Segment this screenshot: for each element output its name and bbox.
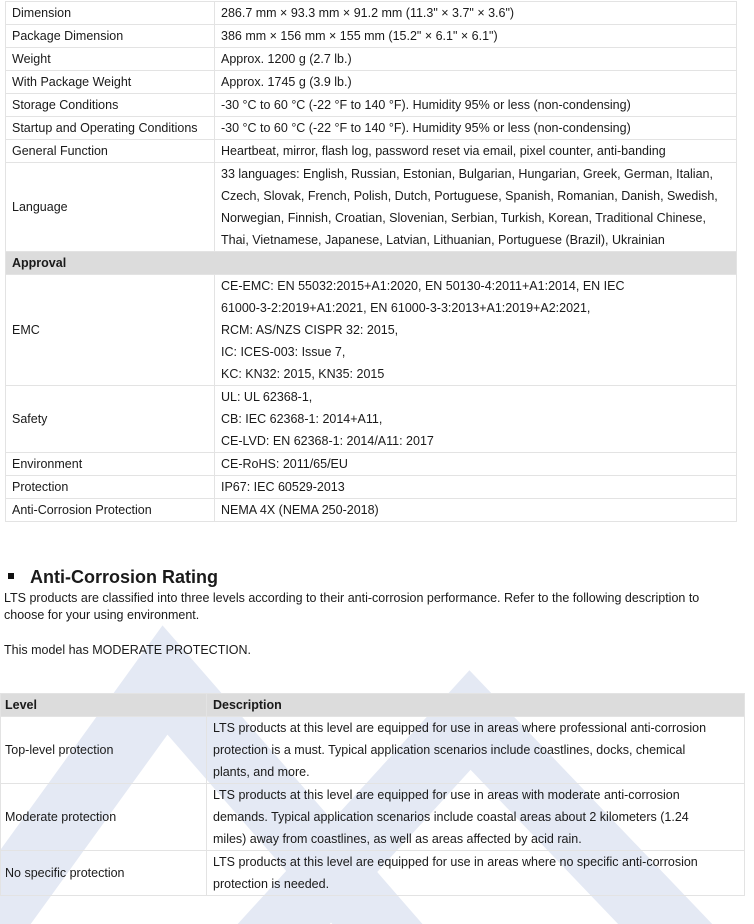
- spec-value-line: Approx. 1745 g (3.9 lb.): [221, 75, 352, 89]
- spec-value: [215, 476, 737, 499]
- level-description: [207, 784, 745, 851]
- spec-value: [215, 2, 737, 25]
- level-row: [1, 717, 745, 784]
- corrosion-level-table: [0, 693, 745, 896]
- section-title: Approval: [6, 252, 737, 275]
- spec-value-line: 386 mm × 156 mm × 155 mm (15.2" × 6.1" × 6.1"): [221, 29, 498, 43]
- spec-label: EMC: [6, 275, 215, 386]
- bullet-icon: [8, 573, 14, 579]
- level-name: No specific protection: [1, 851, 207, 896]
- level-description-line: demands. Typical application scenarios include coastal areas about 2 kilometers (1.24: [213, 810, 689, 824]
- spec-value-line: Thai, Vietnamese, Japanese, Latvian, Lithuanian, Portuguese (Brazil), Ukrainian: [221, 233, 665, 247]
- spec-value: [215, 499, 737, 522]
- spec-table: [5, 1, 737, 522]
- header-description: Description: [207, 694, 745, 717]
- spec-value-line: Approx. 1200 g (2.7 lb.): [221, 52, 352, 66]
- spec-row: [6, 94, 737, 117]
- spec-label: Protection: [6, 476, 215, 499]
- spec-label: Package Dimension: [6, 25, 215, 48]
- spec-label: Safety: [6, 386, 215, 453]
- spec-value: [215, 163, 737, 252]
- intro-paragraph: LTS products are classified into three levels according to their anti-corrosion performance. Refer to the following description to choose for your using environment.: [4, 591, 700, 622]
- spec-row: [6, 453, 737, 476]
- section-row-approval: [6, 252, 737, 275]
- spec-value-line: UL: UL 62368-1,: [221, 390, 313, 404]
- spec-row: [6, 163, 737, 252]
- level-row: [1, 784, 745, 851]
- heading-text: Anti-Corrosion Rating: [30, 567, 218, 587]
- spec-row: [6, 275, 737, 386]
- section-heading: [5, 565, 218, 589]
- spec-label: Environment: [6, 453, 215, 476]
- level-description: [207, 851, 745, 896]
- spec-value-line: Czech, Slovak, French, Polish, Dutch, Portuguese, Spanish, Romanian, Danish, Swedish,: [221, 189, 718, 203]
- spec-value: [215, 94, 737, 117]
- spec-value-line: CE-LVD: EN 62368-1: 2014/A11: 2017: [221, 434, 434, 448]
- spec-value-line: CE-EMC: EN 55032:2015+A1:2020, EN 50130-4:2011+A1:2014, EN IEC: [221, 279, 625, 293]
- spec-label: General Function: [6, 140, 215, 163]
- spec-value-line: -30 °C to 60 °C (-22 °F to 140 °F). Humidity 95% or less (non-condensing): [221, 121, 631, 135]
- spec-value-line: CB: IEC 62368-1: 2014+A11,: [221, 412, 383, 426]
- spec-value: [215, 386, 737, 453]
- model-note: This model has MODERATE PROTECTION.: [4, 643, 252, 657]
- level-description-line: LTS products at this level are equipped for use in areas where professional anti-corrosion: [213, 721, 707, 735]
- spec-row: [6, 476, 737, 499]
- spec-value-line: 61000-3-2:2019+A1:2021, EN 61000-3-3:2013+A1:2019+A2:2021,: [221, 301, 591, 315]
- spec-value: [215, 275, 737, 386]
- level-description-line: LTS products at this level are equipped for use in areas where no specific anti-corrosion: [213, 855, 698, 869]
- spec-value-line: Heartbeat, mirror, flash log, password reset via email, pixel counter, anti-banding: [221, 144, 666, 158]
- table-header-row: [1, 694, 745, 717]
- level-row: [1, 851, 745, 896]
- spec-row: [6, 499, 737, 522]
- spec-value-line: IC: ICES-003: Issue 7,: [221, 345, 346, 359]
- header-level: Level: [1, 694, 207, 717]
- spec-value: [215, 453, 737, 476]
- spec-value-line: CE-RoHS: 2011/65/EU: [221, 457, 348, 471]
- spec-value-line: 33 languages: English, Russian, Estonian, Bulgarian, Hungarian, Greek, German, Italian,: [221, 167, 713, 181]
- spec-value-line: KC: KN32: 2015, KN35: 2015: [221, 367, 385, 381]
- spec-value-line: RCM: AS/NZS CISPR 32: 2015,: [221, 323, 399, 337]
- level-description-line: plants, and more.: [213, 765, 310, 779]
- level-description-line: protection is a must. Typical application scenarios include coastlines, docks, chemical: [213, 743, 686, 757]
- level-name: Moderate protection: [1, 784, 207, 851]
- spec-value-line: Norwegian, Finnish, Croatian, Slovenian, Serbian, Turkish, Korean, Traditional Chinese,: [221, 211, 706, 225]
- spec-value: [215, 48, 737, 71]
- spec-row: [6, 386, 737, 453]
- spec-row: [6, 117, 737, 140]
- spec-row: [6, 140, 737, 163]
- level-description-line: LTS products at this level are equipped for use in areas with moderate anti-corrosion: [213, 788, 680, 802]
- spec-label: Storage Conditions: [6, 94, 215, 117]
- spec-row: [6, 48, 737, 71]
- spec-row: [6, 2, 737, 25]
- spec-value-line: -30 °C to 60 °C (-22 °F to 140 °F). Humidity 95% or less (non-condensing): [221, 98, 631, 112]
- spec-label: Startup and Operating Conditions: [6, 117, 215, 140]
- level-description: [207, 717, 745, 784]
- spec-value-line: NEMA 4X (NEMA 250-2018): [221, 503, 379, 517]
- spec-row: [6, 25, 737, 48]
- spec-row: [6, 71, 737, 94]
- spec-value-line: 286.7 mm × 93.3 mm × 91.2 mm (11.3" × 3.7" × 3.6"): [221, 6, 515, 20]
- spec-label: Language: [6, 163, 215, 252]
- spec-label: Anti-Corrosion Protection: [6, 499, 215, 522]
- level-description-line: protection is needed.: [213, 877, 330, 891]
- level-name: Top-level protection: [1, 717, 207, 784]
- spec-value: [215, 140, 737, 163]
- spec-label: Dimension: [6, 2, 215, 25]
- spec-value-line: IP67: IEC 60529-2013: [221, 480, 345, 494]
- spec-value: [215, 117, 737, 140]
- spec-label: With Package Weight: [6, 71, 215, 94]
- spec-value: [215, 71, 737, 94]
- spec-label: Weight: [6, 48, 215, 71]
- spec-value: [215, 25, 737, 48]
- level-description-line: miles) away from coastlines, as well as areas affected by acid rain.: [213, 832, 582, 846]
